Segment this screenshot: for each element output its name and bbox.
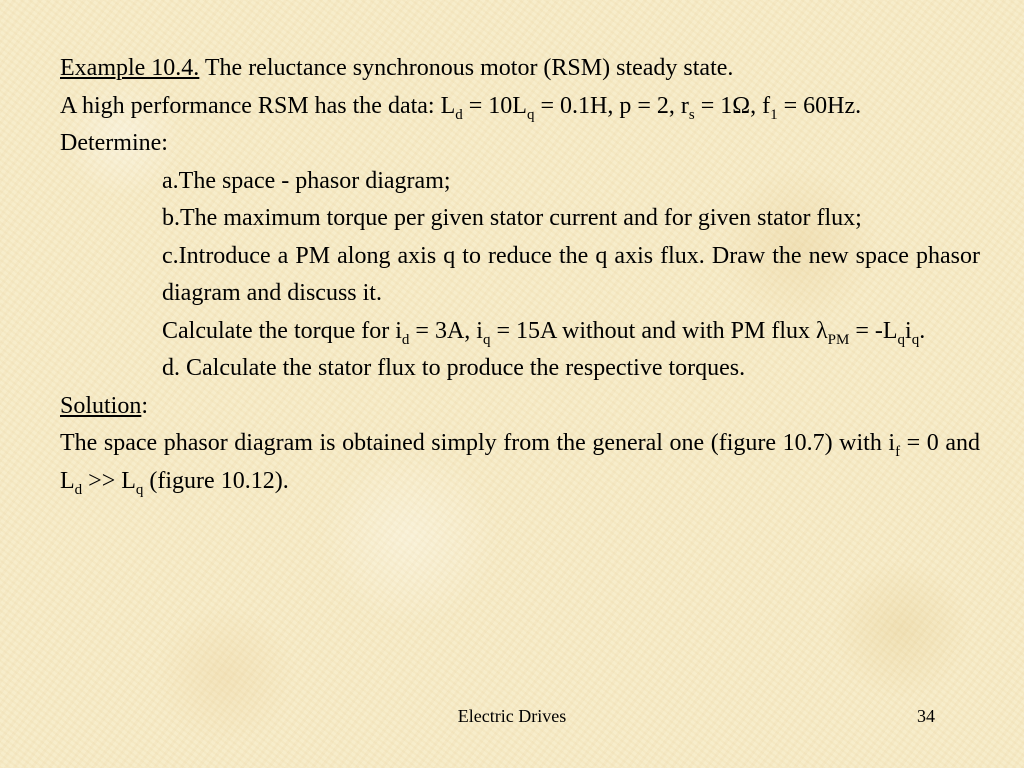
subscript: s xyxy=(688,106,695,123)
subscript: d xyxy=(401,331,410,348)
text-run: = 1Ω, f xyxy=(694,92,771,119)
text-run: = 60Hz. xyxy=(777,92,862,119)
text-run: A high performance RSM has the data: L xyxy=(60,92,456,119)
text-run: The space phasor diagram is obtained simply from the general one (figure 10.7) with i xyxy=(60,430,896,456)
text-run: = 3A, i xyxy=(409,317,483,344)
text-run: i xyxy=(905,317,912,344)
page-number: 34 xyxy=(917,706,935,726)
subscript: q xyxy=(135,481,144,498)
example-heading xyxy=(60,50,980,88)
solution-text xyxy=(60,425,980,500)
subscript: q xyxy=(526,106,535,123)
subscript: d xyxy=(74,481,83,498)
slide-content xyxy=(60,50,980,500)
item-a: a.The space - phasor diagram; xyxy=(162,167,451,194)
text-run: = 10L xyxy=(462,92,527,119)
calc-line xyxy=(60,313,980,351)
footer-title: Electric Drives xyxy=(457,706,567,726)
text-run: (figure 10.12). xyxy=(143,467,289,494)
subscript: f xyxy=(895,444,901,460)
text-run: = -L xyxy=(849,317,898,344)
subscript: q xyxy=(897,331,906,348)
subscript: 1 xyxy=(770,106,778,123)
subscript: d xyxy=(455,106,463,123)
text-run: . xyxy=(919,317,926,344)
subscript: PM xyxy=(827,331,850,348)
text-run: Calculate the torque for i xyxy=(162,317,402,344)
text-run: = 0 and L xyxy=(60,430,980,494)
subscript: q xyxy=(911,331,920,348)
motor-data-line xyxy=(60,88,980,126)
item-c: c.Introduce a PM along axis q to reduce the q axis flux. Draw the new space phasor diagram and discuss it. xyxy=(162,242,980,306)
text-run: = 15A without and with PM flux λ xyxy=(490,317,828,344)
item-d: d. Calculate the stator flux to produce the respective torques. xyxy=(162,355,746,381)
example-title: The reluctance synchronous motor (RSM) steady state. xyxy=(199,55,734,81)
text-run: = 0.1H, p = 2, r xyxy=(534,92,689,119)
subscript: q xyxy=(482,331,491,348)
text-run: >> L xyxy=(82,467,136,494)
solution-label: Solution xyxy=(60,392,142,419)
item-b: b.The maximum torque per given stator current and for given stator flux; xyxy=(162,205,862,231)
example-label: Example 10.4. xyxy=(60,55,200,81)
determine-label: Determine: xyxy=(60,130,168,156)
text-run: : xyxy=(141,392,149,419)
solution-heading xyxy=(60,388,980,426)
